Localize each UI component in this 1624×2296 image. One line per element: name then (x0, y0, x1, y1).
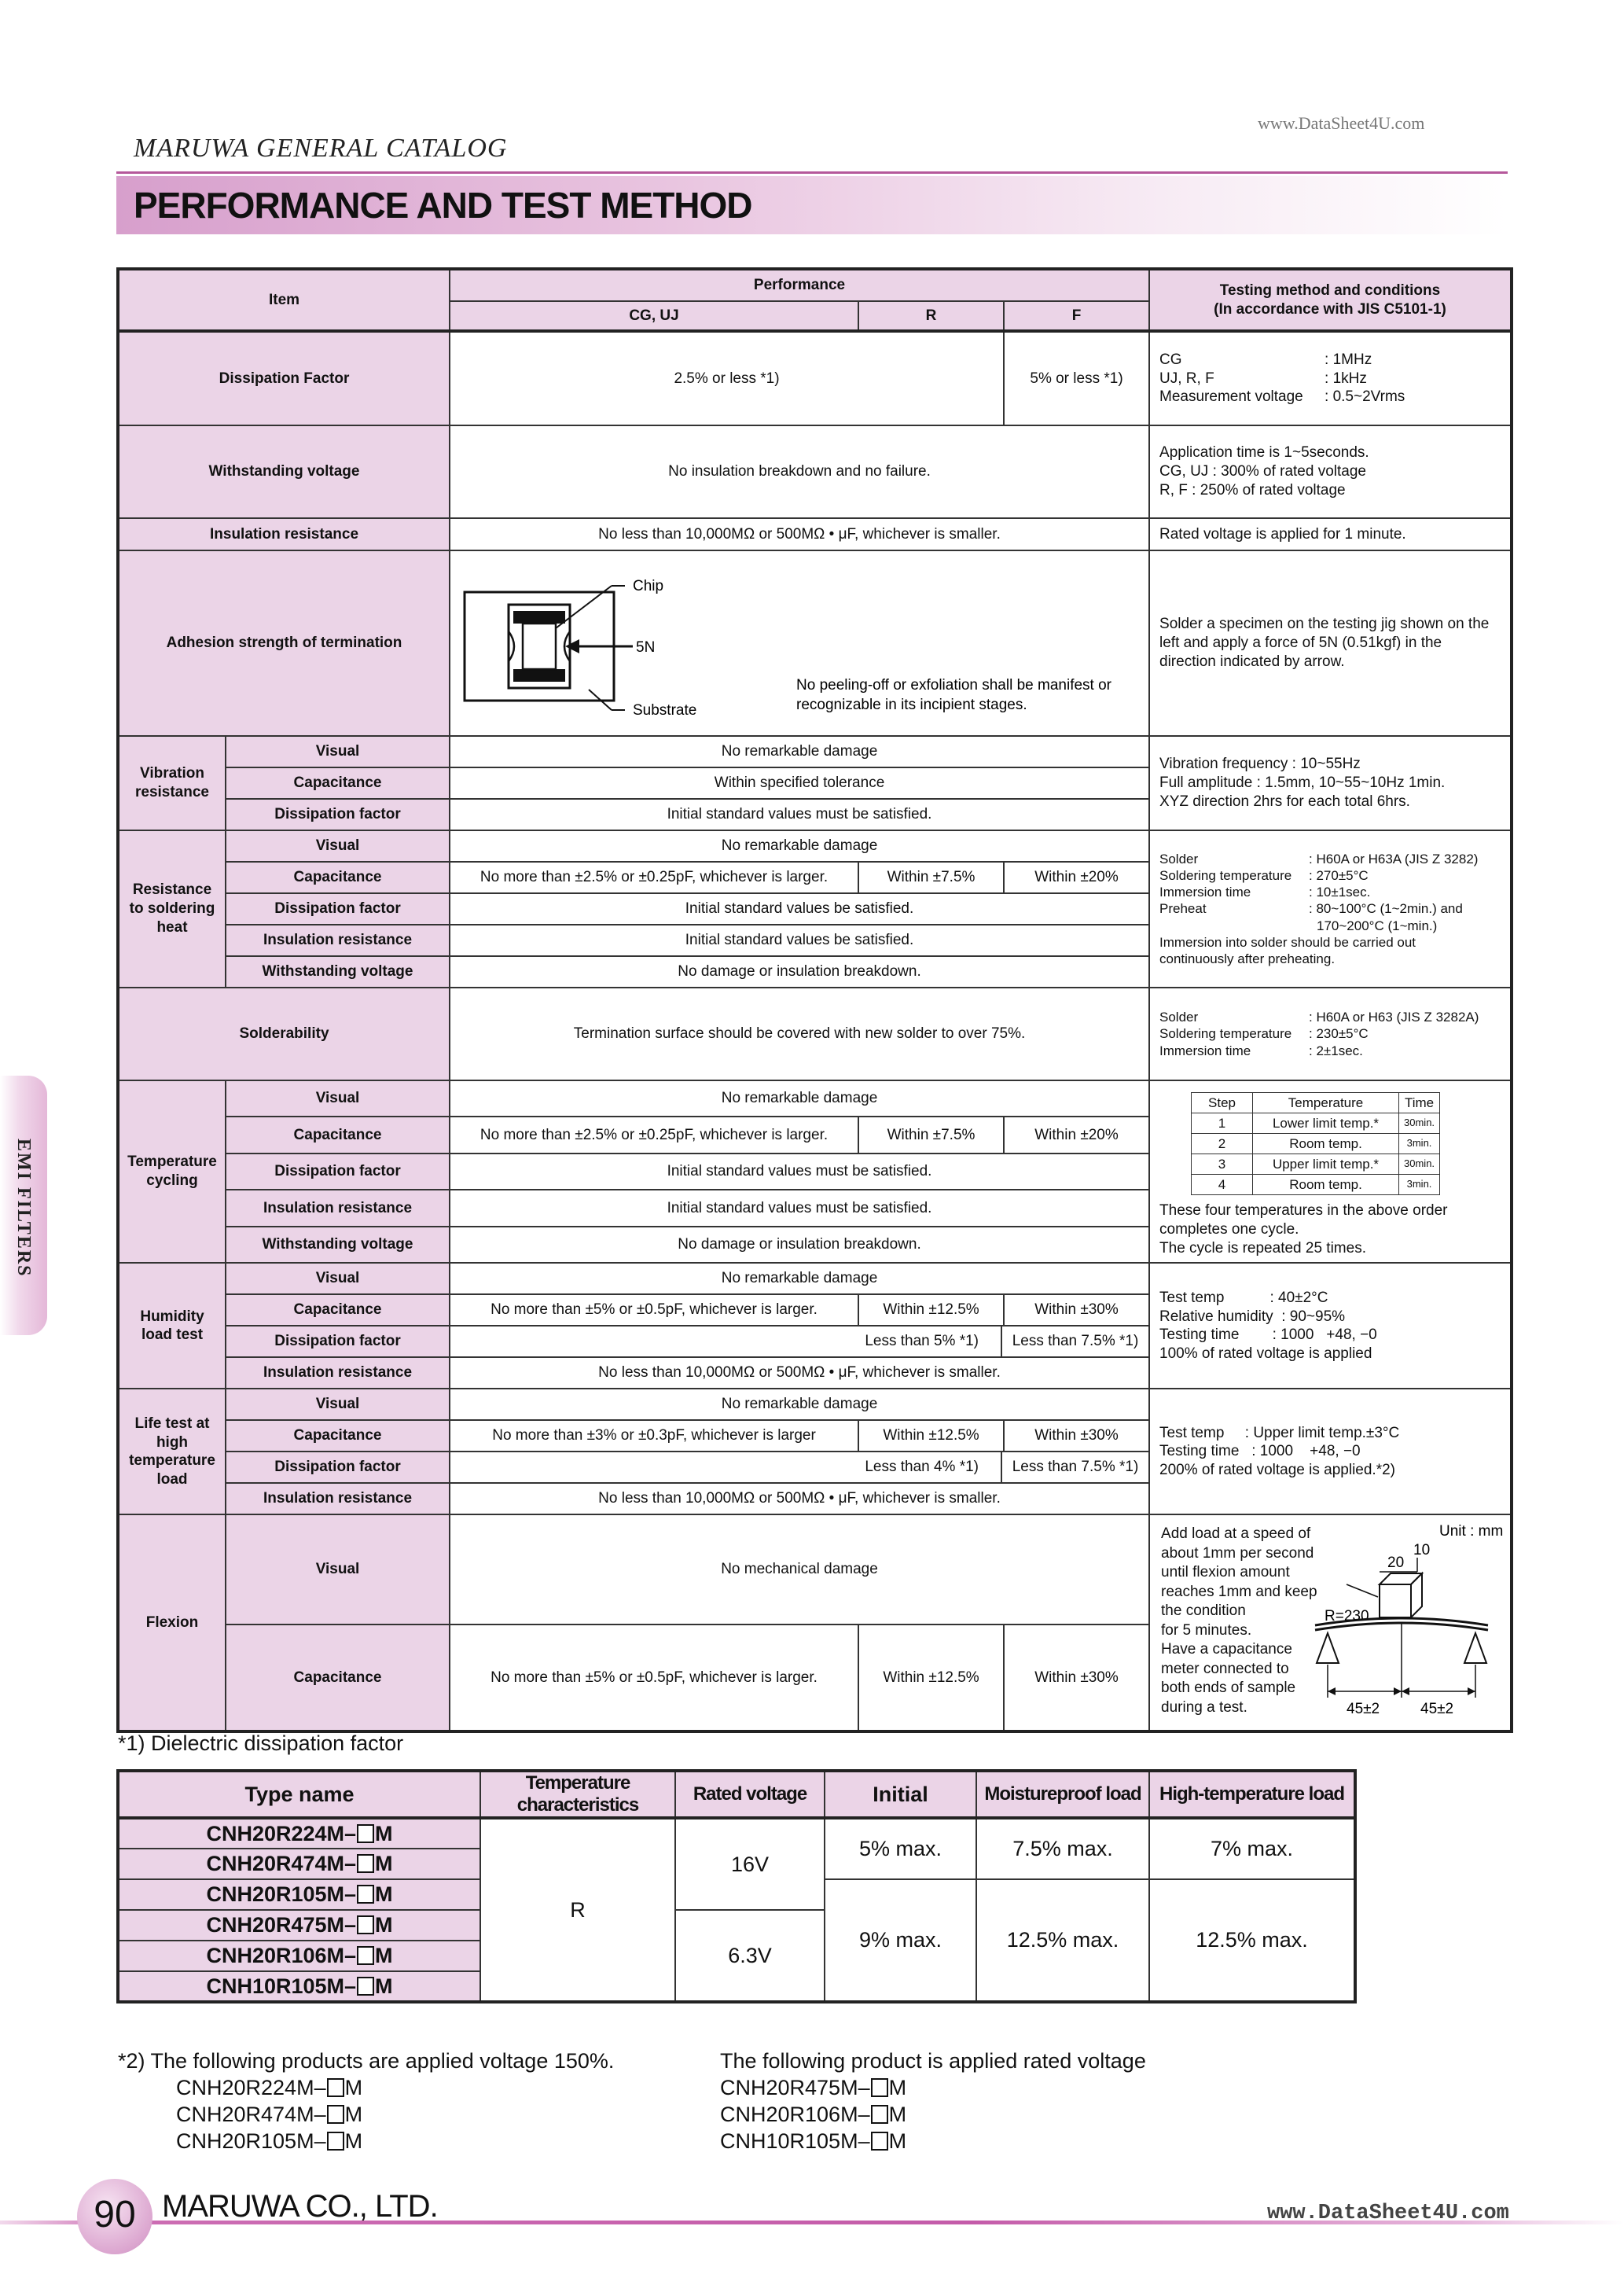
blank-box (357, 1885, 374, 1904)
perf-cell: No remarkable damage (450, 1263, 1149, 1294)
head-cg-uj: CG, UJ (450, 301, 858, 331)
cond-value: : 1MHz (1325, 351, 1372, 368)
cond-line: 200% of rated voltage is applied.*2) (1159, 1462, 1395, 1479)
block-leader (1347, 1584, 1378, 1597)
sub-label: Visual (226, 736, 450, 767)
perf-cell: No more than ±2.5% or ±0.25pF, whichever is larger. (450, 1117, 858, 1153)
perf-cell: Initial standard values be satisfied. (450, 893, 1149, 925)
step-cell: 1 (1192, 1113, 1253, 1134)
cond-value: 170~200°C (1~min.) (1317, 918, 1438, 933)
footnote-2 (118, 2048, 614, 2154)
footnote-1: *1) Dielectric dissipation factor (118, 1731, 404, 1755)
perf-cell: No remarkable damage (450, 1080, 1149, 1117)
sub-label: Insulation resistance (226, 1190, 450, 1226)
perf-solderability: Termination surface should be covered with new solder to over 75%. (450, 988, 1149, 1080)
perf-cell: Within ±7.5% (858, 862, 1004, 893)
type-head: Temperature characteristics (480, 1771, 675, 1818)
cond-line: These four temperatures in the above order (1159, 1202, 1448, 1219)
perf-cell: Within ±12.5% (858, 1624, 1004, 1731)
dim-arrow (1394, 1687, 1402, 1695)
sub-label: Capacitance (226, 1624, 450, 1731)
type-table (116, 1769, 1357, 2003)
watermark-bottom: www.DataSheet4U.com (1267, 2202, 1509, 2225)
type-name-suffix: M (375, 1944, 393, 1967)
perf-cell: No less than 10,000MΩ or 500MΩ • μF, whichever is smaller. (450, 1357, 1149, 1389)
page-title: PERFORMANCE AND TEST METHOD (134, 185, 752, 226)
perf-withstanding: No insulation breakdown and no failure. (450, 425, 1149, 518)
catalog-title: MARUWA GENERAL CATALOG (134, 134, 508, 163)
head-performance: Performance (450, 269, 1149, 301)
list-item: CNH20R474M– M (176, 2103, 363, 2126)
group-flexion: Flexion (118, 1514, 226, 1731)
type-table-header (118, 1771, 1355, 1818)
step-cell: Upper limit temp.* (1253, 1154, 1399, 1175)
step-cell: 30min. (1399, 1113, 1440, 1134)
perf-cell: Within ±7.5% (858, 1117, 1004, 1153)
row-humidity-visual (118, 1263, 1512, 1294)
head-method-line1: Testing method and conditions (1219, 281, 1441, 299)
cond-line: XYZ direction 2hrs for each total 6hrs. (1159, 793, 1410, 810)
cond-value: : 2±1sec. (1309, 1043, 1363, 1058)
group-humidity: Humidity load test (118, 1263, 226, 1389)
cond-value: : 230±5°C (1309, 1026, 1369, 1042)
dim-arrow (1468, 1687, 1475, 1695)
label-solderability: Solderability (118, 988, 450, 1080)
cond-line: Testing time : 1000 +48, −0 (1159, 1443, 1361, 1460)
blank-box (327, 2078, 344, 2097)
cond-line: meter connected to (1161, 1660, 1289, 1677)
group-life: Life test at high temperature load (118, 1389, 226, 1514)
type-head: Initial (825, 1771, 976, 1818)
cond-key: CG (1159, 351, 1182, 368)
step-head: Temperature (1253, 1093, 1399, 1113)
perf-value: Less than 7.5% *1) (1012, 1333, 1139, 1350)
type-name-prefix: CNH10R105M– (206, 1974, 357, 1998)
row-life-visual (118, 1389, 1512, 1420)
perf-cell: Initial standard values must be satisfied. (450, 1190, 1149, 1226)
flexion-diagram (1150, 1515, 1512, 1732)
cond-life (1149, 1389, 1512, 1514)
perf-value: Less than 5% *1) (450, 1326, 1002, 1356)
footnote-3 (720, 2048, 1146, 2154)
sub-label: Dissipation factor (226, 799, 450, 830)
dim-arrow (1328, 1687, 1336, 1695)
type-name (118, 1910, 480, 1941)
type-head: High-temperature load (1149, 1771, 1355, 1818)
cond-value: : 10±1sec. (1309, 885, 1371, 900)
step-cell: 2 (1192, 1134, 1253, 1154)
head-item: Item (118, 269, 450, 331)
support-left (1317, 1633, 1339, 1663)
perf-cell: Within ±30% (1004, 1624, 1149, 1731)
label-adhesion: Adhesion strength of termination (118, 550, 450, 736)
cond-line: for 5 minutes. (1161, 1621, 1252, 1639)
sub-label: Visual (226, 1263, 450, 1294)
support-right (1464, 1633, 1486, 1663)
step-cell: 30min. (1399, 1154, 1440, 1175)
hightemp-cell: 12.5% max. (1149, 1879, 1355, 2002)
cond-line: The cycle is repeated 25 times. (1159, 1239, 1366, 1257)
step-cell: Lower limit temp.* (1253, 1113, 1399, 1134)
sub-label: Capacitance (226, 1117, 450, 1153)
initial-cell: 5% max. (825, 1818, 976, 1879)
sub-label: Dissipation factor (226, 1326, 450, 1357)
group-vibration: Vibration resistance (118, 736, 226, 830)
type-head: Rated voltage (675, 1771, 825, 1818)
sub-label: Insulation resistance (226, 925, 450, 956)
sub-label: Capacitance (226, 1294, 450, 1326)
sub-label: Visual (226, 1389, 450, 1420)
cond-line: Testing time : 1000 +48, −0 (1159, 1326, 1377, 1344)
perf-cell: No more than ±3% or ±0.3pF, whichever is larger (450, 1420, 858, 1452)
cond-solderheat (1149, 830, 1512, 988)
perf-cell: No less than 10,000MΩ or 500MΩ • μF, whichever is smaller. (450, 1483, 1149, 1514)
cond-line: Add load at a speed of (1161, 1525, 1311, 1543)
perf-cell: No damage or insulation breakdown. (450, 956, 1149, 988)
blank-box (357, 1824, 374, 1843)
label-d20: 20 (1387, 1555, 1405, 1572)
head-method-line2: (In accordance with JIS C5101-1) (1214, 300, 1446, 318)
perf-adhesion-line2: recognizable in its incipient stages. (796, 697, 1027, 713)
cond-line: 100% of rated voltage is applied (1159, 1345, 1372, 1362)
cond-line: Application time is 1~5seconds. (1159, 444, 1369, 462)
side-tab-label: EMI FILTERS (13, 1139, 34, 1278)
blank-box (871, 2132, 888, 2151)
type-name-prefix: CNH20R475M– (206, 1913, 357, 1937)
row-flexion-visual (118, 1514, 1512, 1624)
type-name (118, 1879, 480, 1910)
perf-cell: Within ±12.5% (858, 1420, 1004, 1452)
cond-line: CG, UJ : 300% of rated voltage (1159, 463, 1366, 480)
cond-key: UJ, R, F (1159, 370, 1214, 387)
head-method (1149, 269, 1512, 331)
side-tab (0, 1076, 47, 1335)
title-rule (116, 171, 1508, 174)
label-withstanding: Withstanding voltage (118, 425, 450, 518)
voltage-cell: 6.3V (675, 1910, 825, 2002)
step-table (1191, 1092, 1440, 1195)
cond-line: completes one cycle. (1159, 1220, 1299, 1238)
blank-box (871, 2078, 888, 2097)
perf-cell: Within ±12.5% (858, 1294, 1004, 1326)
label-substrate: Substrate (633, 702, 697, 719)
head-r: R (858, 301, 1004, 331)
cond-value: : 80~100°C (1~2min.) and (1309, 901, 1463, 917)
cond-line: Test temp : Upper limit temp.±3°C (1159, 1424, 1400, 1441)
sub-label: Capacitance (226, 862, 450, 893)
perf-cell: Within ±20% (1004, 1117, 1149, 1153)
cond-line: both ends of sample (1161, 1680, 1296, 1697)
cond-line: reaches 1mm and keep (1161, 1583, 1317, 1600)
perf-cell: Initial standard values must be satisfied. (450, 1154, 1149, 1190)
watermark-top: www.DataSheet4U.com (1258, 113, 1425, 133)
cond-line: Relative humidity : 90~95% (1159, 1308, 1346, 1325)
perf-cell: No remarkable damage (450, 830, 1149, 862)
cond-line: about 1mm per second (1161, 1544, 1314, 1562)
step-head: Step (1192, 1093, 1253, 1113)
row-insulation (118, 518, 1512, 550)
label-chip: Chip (633, 578, 664, 594)
cond-key: Solder (1159, 851, 1199, 867)
type-name-prefix: CNH20R474M– (206, 1852, 357, 1875)
type-head: Moistureproof load (976, 1771, 1149, 1818)
perf-value: Less than 7.5% *1) (1012, 1459, 1139, 1476)
row-tempcycle-visual (118, 1080, 1512, 1117)
termination-top (513, 611, 565, 624)
row-vibration-visual (118, 736, 1512, 767)
perf-cell: No more than ±5% or ±0.5pF, whichever is larger. (450, 1294, 858, 1326)
sub-label: Visual (226, 830, 450, 862)
label-dissipation: Dissipation Factor (118, 331, 450, 425)
perf-cell: Initial standard values be satisfied. (450, 925, 1149, 956)
cond-key: Soldering temperature (1159, 867, 1292, 883)
blank-box (871, 2105, 888, 2124)
step-cell: 3min. (1399, 1134, 1440, 1154)
cond-line: until flexion amount (1161, 1564, 1290, 1581)
chip-body (523, 624, 556, 669)
blank-box (357, 1946, 374, 1965)
hightemp-cell: 7% max. (1149, 1818, 1355, 1879)
cond-value: : H60A or H63 (JIS Z 3282A) (1309, 1010, 1479, 1025)
cond-value: : 0.5~2Vrms (1325, 388, 1405, 406)
type-name-prefix: CNH20R224M– (206, 1821, 357, 1845)
label-unit: Unit : mm (1439, 1523, 1504, 1540)
cond-flexion (1149, 1514, 1512, 1731)
row-solderheat-visual (118, 830, 1512, 862)
perf-cell: No mechanical damage (450, 1514, 1149, 1624)
row-dissipation (118, 331, 1512, 425)
type-head: Type name (118, 1771, 480, 1818)
cond-key: Immersion time (1159, 1043, 1251, 1058)
moisture-cell: 12.5% max. (976, 1879, 1149, 2002)
cond-solderability (1149, 988, 1512, 1080)
cond-humidity (1149, 1263, 1512, 1389)
label-force: 5N (636, 639, 656, 656)
table-header-row (118, 269, 1512, 301)
cond-tempcycle (1149, 1080, 1512, 1263)
cond-key: Preheat (1159, 901, 1207, 917)
sub-label: Dissipation factor (226, 1154, 450, 1190)
cond-line: Have a capacitance (1161, 1641, 1292, 1658)
blank-box (357, 1915, 374, 1934)
perf-cell: Within ±30% (1004, 1420, 1149, 1452)
list-item: CNH20R106M– M (720, 2103, 907, 2126)
cond-line: R, F : 250% of rated voltage (1159, 481, 1346, 499)
cond-withstanding (1149, 425, 1512, 518)
cond-line: continuously after preheating. (1159, 951, 1336, 967)
type-name-suffix: M (375, 1882, 393, 1906)
load-block-front (1380, 1584, 1411, 1617)
perf-cell: No remarkable damage (450, 1389, 1149, 1420)
title-band (116, 176, 1508, 234)
table-row (118, 1818, 1355, 1849)
cond-key: Soldering temperature (1159, 1026, 1292, 1042)
cond-insulation: Rated voltage is applied for 1 minute. (1149, 518, 1512, 550)
list-item: CNH20R224M– M (176, 2076, 363, 2099)
sub-label: Capacitance (226, 767, 450, 799)
blank-box (357, 1977, 374, 1996)
perf-cell (450, 1326, 1149, 1357)
label-d10: 10 (1413, 1542, 1431, 1559)
sub-label: Visual (226, 1080, 450, 1117)
performance-table (116, 267, 1513, 1733)
page-number: 90 (94, 2194, 136, 2235)
adhesion-diagram (450, 551, 1150, 734)
type-name-suffix: M (375, 1852, 393, 1875)
group-solderheat: Resistance to soldering heat (118, 830, 226, 988)
sub-label: Dissipation factor (226, 1452, 450, 1483)
step-cell: 4 (1192, 1175, 1253, 1195)
step-head: Time (1399, 1093, 1440, 1113)
perf-cell: No remarkable damage (450, 736, 1149, 767)
sub-label: Insulation resistance (226, 1483, 450, 1514)
perf-cell: Initial standard values must be satisfied. (450, 799, 1149, 830)
list-item: CNH20R105M– M (176, 2129, 363, 2153)
step-cell: 3 (1192, 1154, 1253, 1175)
company-name: MARUWA CO., LTD. (162, 2189, 438, 2224)
sub-label: Withstanding voltage (226, 956, 450, 988)
head-f: F (1004, 301, 1149, 331)
perf-insulation: No less than 10,000MΩ or 500MΩ • μF, whichever is smaller. (450, 518, 1149, 550)
moisture-cell: 7.5% max. (976, 1818, 1149, 1879)
label-span1: 45±2 (1347, 1701, 1380, 1718)
step-cell: Room temp. (1253, 1175, 1399, 1195)
perf-cell: No more than ±5% or ±0.5pF, whichever is larger. (450, 1624, 858, 1731)
cond-line: Full amplitude : 1.5mm, 10~55~10Hz 1min. (1159, 775, 1446, 792)
termination-bottom (513, 669, 565, 682)
perf-dissipation-cg-r: 2.5% or less *1) (450, 331, 1004, 425)
perf-cell: Within specified tolerance (450, 767, 1149, 799)
perf-adhesion (450, 550, 1149, 736)
cond-line: Immersion into solder should be carried out (1159, 934, 1416, 950)
cond-value: : 1kHz (1325, 370, 1367, 387)
dim-arrow (1402, 1687, 1409, 1695)
step-cell: Room temp. (1253, 1134, 1399, 1154)
blank-box (327, 2105, 344, 2124)
perf-cell: Within ±30% (1004, 1294, 1149, 1326)
type-name-prefix: CNH20R105M– (206, 1882, 357, 1906)
cond-line: Test temp : 40±2°C (1159, 1289, 1328, 1306)
blank-box (327, 2132, 344, 2151)
label-span2: 45±2 (1420, 1701, 1454, 1718)
perf-adhesion-line1: No peeling-off or exfoliation shall be manifest or (796, 677, 1112, 694)
group-tempcycle: Temperature cycling (118, 1080, 226, 1263)
footnote-3-title: The following product is applied rated voltage (720, 2049, 1146, 2073)
row-solderability (118, 988, 1512, 1080)
perf-dissipation-f: 5% or less *1) (1004, 331, 1149, 425)
type-name-suffix: M (375, 1913, 393, 1937)
label-radius: R=230 (1325, 1608, 1369, 1625)
row-withstanding (118, 425, 1512, 518)
sub-label: Visual (226, 1514, 450, 1624)
label-insulation: Insulation resistance (118, 518, 450, 550)
perf-value: Less than 4% *1) (450, 1452, 1002, 1482)
sub-label: Withstanding voltage (226, 1227, 450, 1264)
type-name (118, 1941, 480, 1971)
cond-line: during a test. (1161, 1698, 1247, 1716)
sub-label: Capacitance (226, 1420, 450, 1452)
temp-char-cell: R (480, 1818, 675, 2002)
sub-label: Insulation resistance (226, 1357, 450, 1389)
page-number-badge (77, 2179, 152, 2254)
list-item: CNH10R105M– M (720, 2129, 907, 2153)
row-adhesion (118, 550, 1512, 736)
cond-line: Vibration frequency : 10~55Hz (1159, 756, 1361, 773)
sub-label: Dissipation factor (226, 893, 450, 925)
perf-cell: No more than ±2.5% or ±0.25pF, whichever is larger. (450, 862, 858, 893)
type-name (118, 1818, 480, 1849)
type-name-suffix: M (375, 1821, 393, 1845)
perf-cell: No damage or insulation breakdown. (450, 1227, 1149, 1264)
perf-cell (450, 1452, 1149, 1483)
list-item: CNH20R475M– M (720, 2076, 907, 2099)
cond-key: Solder (1159, 1010, 1199, 1025)
perf-cell: Within ±20% (1004, 862, 1149, 893)
type-name-suffix: M (375, 1974, 393, 1998)
cond-value: : 270±5°C (1309, 867, 1369, 883)
type-name (118, 1849, 480, 1879)
initial-cell: 9% max. (825, 1879, 976, 2002)
footnote-2-title: *2) The following products are applied voltage 150%. (118, 2049, 615, 2073)
cond-key: Immersion time (1159, 885, 1251, 900)
type-name (118, 1971, 480, 2002)
step-cell: 3min. (1399, 1175, 1440, 1195)
voltage-cell: 16V (675, 1818, 825, 1910)
cond-value: : H60A or H63A (JIS Z 3282) (1309, 851, 1479, 867)
cond-dissipation (1149, 331, 1512, 425)
blank-box (357, 1854, 374, 1873)
cond-adhesion: Solder a specimen on the testing jig shown on the left and apply a force of 5N (0.51kgf) in the direction indicated by arrow. (1149, 550, 1512, 736)
cond-key: Measurement voltage (1159, 388, 1303, 406)
cond-line: the condition (1161, 1602, 1246, 1620)
type-name-prefix: CNH20R106M– (206, 1944, 357, 1967)
cond-vibration (1149, 736, 1512, 830)
